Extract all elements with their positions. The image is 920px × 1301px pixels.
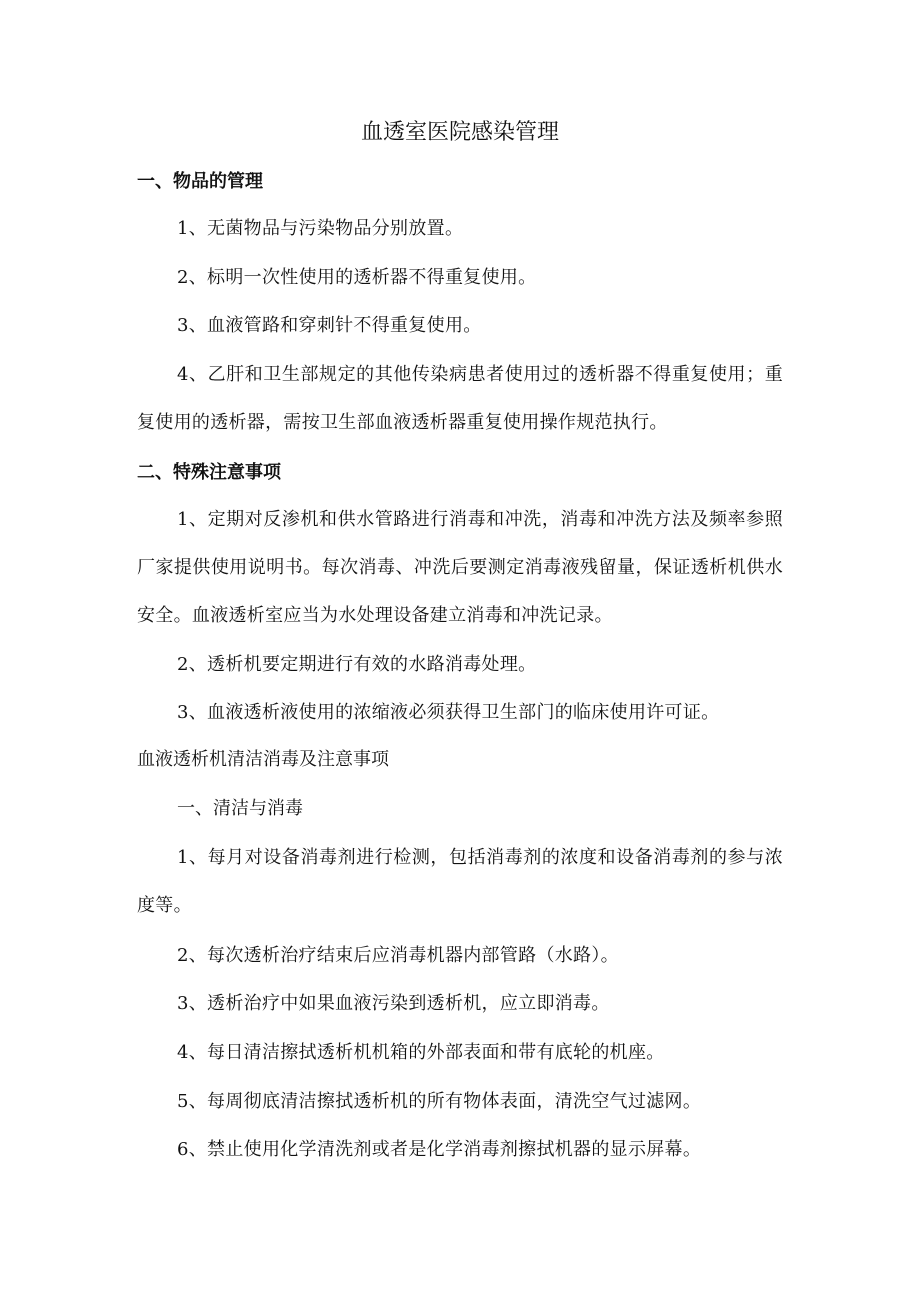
subsection-title: 血液透析机清洁消毒及注意事项 xyxy=(137,749,389,770)
section-heading-special-notes: 二、特殊注意事项 xyxy=(137,462,281,483)
paragraph-item: 1、无菌物品与污染物品分别放置。 xyxy=(177,218,464,239)
subsection-heading: 一、清洁与消毒 xyxy=(177,798,303,819)
paragraph-item: 1、定期对反渗机和供水管路进行消毒和冲洗，消毒和冲洗方法及频率参照厂家提供使用说明书。每次消毒、冲洗后要测定消毒液残留量，保证透析机供水安全。血液透析室应当为水处理设备建立消毒和冲洗记录。 xyxy=(137,509,783,626)
paragraph-item: 1、每月对设备消毒剂进行检测，包括消毒剂的浓度和设备消毒剂的参与浓度等。 xyxy=(137,847,783,916)
paragraph-item: 2、每次透析治疗结束后应消毒机器内部管路（水路）。 xyxy=(177,945,619,966)
paragraph-item: 5、每周彻底清洁擦拭透析机的所有物体表面，清洗空气过滤网。 xyxy=(177,1091,702,1112)
paragraph-item: 3、血液透析液使用的浓缩液必须获得卫生部门的临床使用许可证。 xyxy=(177,702,720,723)
paragraph-item: 4、乙肝和卫生部规定的其他传染病患者使用过的透析器不得重复使用；重复使用的透析器，需按卫生部血液透析器重复使用操作规范执行。 xyxy=(137,364,783,433)
paragraph-item: 4、每日清洁擦拭透析机机箱的外部表面和带有底轮的机座。 xyxy=(177,1042,665,1063)
paragraph-item: 2、透析机要定期进行有效的水路消毒处理。 xyxy=(177,654,537,675)
section-heading-items: 一、物品的管理 xyxy=(137,171,263,192)
paragraph-item: 3、血液管路和穿刺针不得重复使用。 xyxy=(177,315,482,336)
document-title: 血透室医院感染管理 xyxy=(360,120,559,145)
paragraph-item: 2、标明一次性使用的透析器不得重复使用。 xyxy=(177,267,537,288)
paragraph-item: 3、透析治疗中如果血液污染到透析机，应立即消毒。 xyxy=(177,993,610,1014)
paragraph-item: 6、禁止使用化学清洗剂或者是化学消毒剂擦拭机器的显示屏幕。 xyxy=(177,1139,702,1160)
